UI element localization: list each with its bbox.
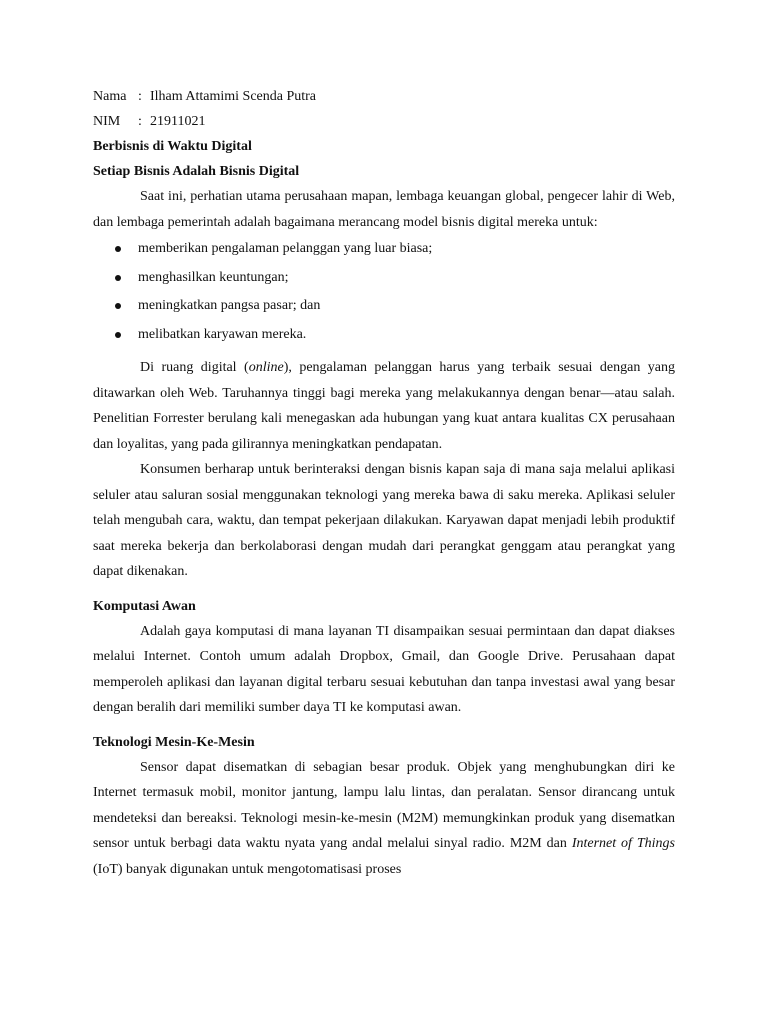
- nim-row: [93, 109, 675, 134]
- section1-intro-paragraph: Saat ini, perhatian utama perusahaan mapan, lembaga keuangan global, pengecer lahir di Web, dan lembaga pemerintah adalah bagaimana merancang model bisnis digital mereka untuk:: [93, 189, 675, 230]
- spacer: [93, 585, 675, 594]
- bullet-icon: [115, 246, 121, 252]
- list-item-text: memberikan pengalaman pelanggan yang luar biasa;: [138, 241, 433, 256]
- document-title: Berbisnis di Waktu Digital: [93, 139, 252, 154]
- goals-list: [93, 235, 675, 349]
- bullet-icon: [115, 303, 121, 309]
- list-item: [93, 264, 675, 293]
- italic-term: Internet of Things: [571, 836, 675, 851]
- name-label: Nama: [93, 89, 127, 104]
- paragraph-text: Di ruang digital (: [140, 360, 249, 375]
- section2-paragraph-1: Adalah gaya komputasi di mana layanan TI disampaikan sesuai permintaan dan dapat diakses melalui Internet. Contoh umum adalah Dropbox, Gmail, dan Google Drive. Perusahaan dapat memperoleh aplikasi dan layanan digital terbaru sesuai kebutuhan dan tanpa investasi awal yang besar dengan beralih dari memiliki sumber daya TI ke komputasi awan.: [93, 623, 675, 715]
- name-value: Ilham Attamimi Scenda Putra: [150, 89, 317, 104]
- nim-label: NIM: [93, 114, 121, 129]
- section1-heading: Setiap Bisnis Adalah Bisnis Digital: [93, 164, 300, 179]
- italic-term: online: [248, 360, 284, 375]
- list-item-text: melibatkan karyawan mereka.: [138, 326, 307, 342]
- spacer: [93, 721, 675, 730]
- paragraph-text: Sensor dapat disematkan di sebagian besar produk. Objek yang menghubungkan diri ke Internet termasuk mobil, monitor jantung, lampu lalu lintas, dan peralatan. Sensor dirancang untuk mendeteksi dan bereaksi. Teknologi mesin-ke-mesin (M2M) memungkinkan produk yang disematkan sensor untuk berbagi data waktu nyata yang andal melalui sinyal radio. M2M dan: [93, 759, 675, 851]
- list-item: [93, 235, 675, 264]
- paragraph-text: ), pengalaman pelanggan harus yang terbaik sesuai dengan yang ditawarkan oleh Web. Taruhannya tinggi bagi mereka yang melakukannya dengan benar—atau salah. Penelitian Forrester berulang kali menegaskan ada hubungan yang kuat antara kualitas CX perusahaan dan loyalitas, yang pada gilirannya meningkatkan pendapatan.: [93, 360, 675, 452]
- bullet-icon: [115, 332, 121, 338]
- name-row: [93, 84, 675, 109]
- bullet-icon: [115, 275, 121, 281]
- section3-heading: Teknologi Mesin-Ke-Mesin: [93, 734, 255, 750]
- list-item: [93, 321, 675, 350]
- nim-separator: :: [138, 114, 142, 129]
- nim-value: 21911021: [150, 114, 206, 129]
- section3-paragraph-1: [93, 755, 675, 883]
- name-separator: :: [138, 89, 142, 104]
- list-item: [93, 292, 675, 321]
- section1-paragraph-2: [93, 355, 675, 457]
- document-body: [93, 84, 675, 882]
- section1-paragraph-3: Konsumen berharap untuk berinteraksi dengan bisnis kapan saja di mana saja melalui aplikasi seluler atau saluran sosial menggunakan teknologi yang mereka bawa di saku mereka. Aplikasi seluler telah mengubah cara, waktu, dan tempat pekerjaan dilakukan. Karyawan dapat menjadi lebih produktif saat mereka bekerja dan berkolaborasi dengan mudah dari perangkat genggam atau perangkat yang dapat dikenakan.: [93, 462, 675, 579]
- section2-heading: Komputasi Awan: [93, 598, 196, 614]
- list-item-text: meningkatkan pangsa pasar; dan: [138, 298, 321, 313]
- list-item-text: menghasilkan keuntungan;: [138, 269, 289, 285]
- paragraph-text: (IoT) banyak digunakan untuk mengotomatisasi proses: [93, 861, 402, 877]
